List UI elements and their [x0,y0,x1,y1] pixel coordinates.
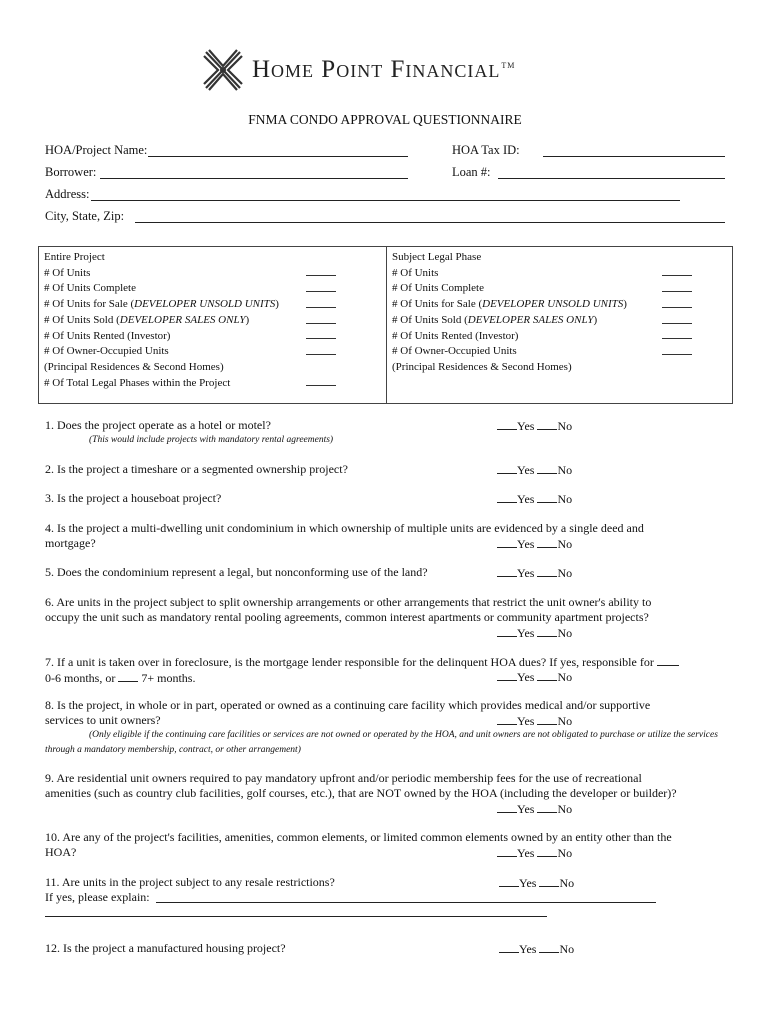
right-row: # Of Units Sold (DEVELOPER SALES ONLY) [392,313,598,326]
question-2-answer[interactable]: Yes No [497,462,572,478]
left-row: # Of Units for Sale (DEVELOPER UNSOLD UNITS) [44,298,279,311]
question-1-note: (This would include projects with mandatory rental agreements) [89,435,334,445]
question-3-answer[interactable]: Yes No [497,491,572,507]
hoa-project-name-label: HOA/Project Name: [45,143,148,157]
question-4-answer[interactable]: Yes No [497,536,572,552]
loan-number-label: Loan #: [452,165,491,179]
city-state-zip-field[interactable] [135,222,725,223]
right-row: # Of Units Rented (Investor) [392,329,519,342]
question-5: 5. Does the condominium represent a legal, but nonconforming use of the land? Yes No [45,565,573,580]
units-sold-blank[interactable] [306,323,336,324]
loan-number-field[interactable] [498,178,725,179]
address-label: Address: [45,187,90,201]
hoa-project-name-field[interactable] [148,156,408,157]
question-12-answer[interactable]: Yes No [499,941,574,957]
question-8-answer[interactable]: Yes No [497,713,572,729]
question-7: 7. If a unit is taken over in foreclosure, is the mortgage lender responsible for the delinquent HOA dues? If yes, responsible for 0-6 months, or 7+ months. Yes No [45,654,735,686]
table-divider [386,247,387,403]
left-row: # Of Units Complete [44,282,136,295]
question-7-first-blank[interactable] [657,654,679,666]
question-2: 2. Is the project a timeshare or a segmented ownership project? Yes No [45,462,573,477]
hoa-tax-id-label: HOA Tax ID: [452,143,520,157]
entire-project-column [44,250,279,391]
resale-explanation-line-1[interactable] [156,902,656,903]
hoa-tax-id-field[interactable] [543,156,725,157]
right-row: # Of Owner-Occupied Units [392,345,517,358]
phase-units-rented-blank[interactable] [662,338,692,339]
left-row: # Of Units Sold (DEVELOPER SALES ONLY) [44,313,250,326]
phase-owner-occupied-blank[interactable] [662,354,692,355]
right-row: # Of Units Complete [392,282,484,295]
question-5-answer[interactable]: Yes No [497,565,572,581]
left-row: # Of Units [44,266,91,279]
resale-explanation-line-2[interactable] [45,916,547,917]
question-3: 3. Is the project a houseboat project? Yes No [45,491,573,506]
phase-units-blank[interactable] [662,275,692,276]
left-row: (Principal Residences & Second Homes) [44,360,224,373]
question-9-answer[interactable]: Yes No [497,801,572,817]
borrower-label: Borrower: [45,165,97,179]
question-10: 10. Are any of the project's facilities, amenities, common elements, or limited common elements owned by an entity other than the HOA? Yes No [45,830,672,860]
units-for-sale-blank[interactable] [306,307,336,308]
document-title: FNMA CONDO APPROVAL QUESTIONNAIRE [248,112,522,127]
question-8-note: (Only eligible if the continuing care facilities or services are not owned or operated by the HOA, and unit owners are not obligated to purchase or utilize the services [89,730,718,740]
question-11-answer[interactable]: Yes No [499,875,574,891]
entire-project-header: Entire Project [44,251,105,263]
phase-units-complete-blank[interactable] [662,291,692,292]
owner-occupied-blank[interactable] [306,354,336,355]
question-7-answer[interactable]: Yes No [497,669,572,685]
question-9: 9. Are residential unit owners required to pay mandatory upfront and/or periodic membership fees for the use of recreational amenities (such as country club facilities, golf courses, etc.), that are NOT owned by the HOA (including the developer or builder)? Yes No [45,771,677,816]
phase-units-for-sale-blank[interactable] [662,307,692,308]
right-row: # Of Units for Sale (DEVELOPER UNSOLD UNITS) [392,298,627,311]
question-4: 4. Is the project a multi-dwelling unit condominium in which ownership of multiple units are evidenced by a single deed and mortgage? Yes No [45,521,644,551]
legal-phases-blank[interactable] [306,385,336,386]
phase-units-sold-blank[interactable] [662,323,692,324]
right-row: (Principal Residences & Second Homes) [392,360,572,373]
question-12: 12. Is the project a manufactured housing project? Yes No [45,941,575,956]
star-logo-icon [200,46,246,94]
city-state-zip-label: City, State, Zip: [45,209,125,223]
company-logo [198,44,570,98]
question-1-answer[interactable]: Yes No [497,418,572,434]
subject-legal-phase-header: Subject Legal Phase [392,251,482,263]
units-blank[interactable] [306,275,336,276]
question-7-second-blank[interactable] [118,670,138,682]
left-row: # Of Units Rented (Investor) [44,329,171,342]
address-field[interactable] [91,200,680,201]
units-rented-blank[interactable] [306,338,336,339]
question-11: 11. Are units in the project subject to any resale restrictions? If yes, please explain: Yes No [45,875,575,904]
left-row: # Of Total Legal Phases within the Project [44,376,231,389]
right-row: # Of Units [392,266,439,279]
question-8: 8. Is the project, in whole or in part, operated or owned as a continuing care facility which provides medical and/or supportive services to unit owners? (Only eligible if the continuing care facilities or services are not owned or operated by the HOA, and unit owners are not obligated to purchase or utilize the services through a mandatory membership, contract, or other arrangement) Yes No [45,698,735,758]
question-6: 6. Are units in the project subject to split ownership arrangements or other arrangements that restrict the unit owner's ability to occupy the unit such as mandatory rental pooling agreements, common interest apartments or community apartment projects? Yes No [45,595,652,640]
logo-wordmark: Home Point Financial™ [252,56,516,83]
units-table [38,246,733,404]
question-1: 1. Does the project operate as a hotel or motel? (This would include projects with mandatory rental agreements) Yes No [45,418,735,448]
question-10-answer[interactable]: Yes No [497,845,572,861]
subject-legal-phase-column [392,250,627,376]
units-complete-blank[interactable] [306,291,336,292]
left-row: # Of Owner-Occupied Units [44,345,169,358]
question-8-note-cont: through a mandatory membership, contract, or other arrangement) [45,745,301,755]
question-6-answer[interactable]: Yes No [497,625,572,641]
borrower-field[interactable] [100,178,408,179]
